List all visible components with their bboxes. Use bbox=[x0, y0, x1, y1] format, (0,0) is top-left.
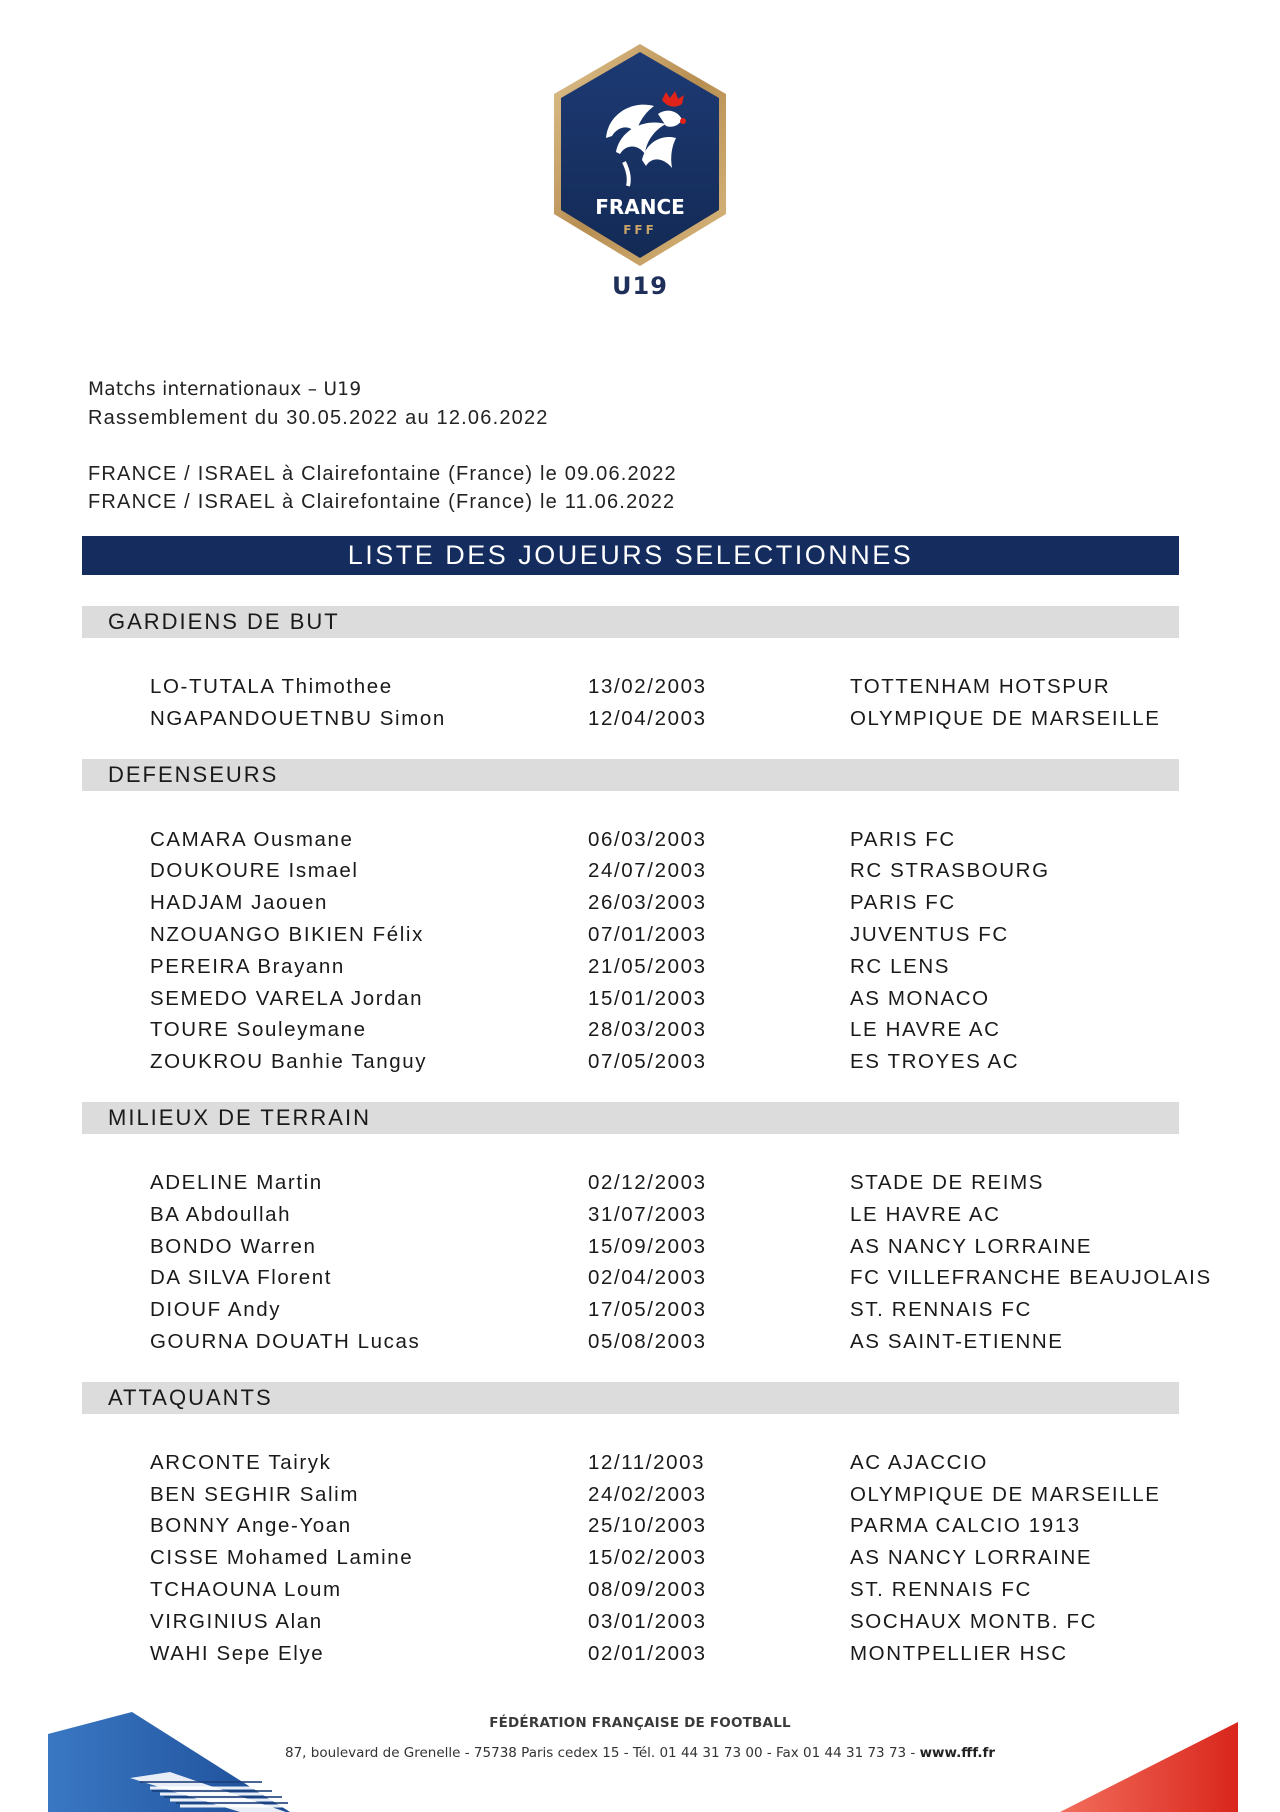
player-name: BONNY Ange-Yoan bbox=[150, 1514, 352, 1538]
player-club: AC AJACCIO bbox=[850, 1450, 988, 1474]
player-birthdate: 02/12/2003 bbox=[588, 1170, 707, 1194]
player-club: AS SAINT-ETIENNE bbox=[850, 1329, 1064, 1353]
match-line: FRANCE / ISRAEL à Clairefontaine (France) le 11.06.2022 bbox=[88, 491, 676, 513]
player-row bbox=[82, 1014, 1179, 1046]
player-name: GOURNA DOUATH Lucas bbox=[150, 1329, 421, 1353]
player-row bbox=[82, 983, 1179, 1015]
address-text: 87, boulevard de Grenelle - 75738 Paris cedex 15 - Tél. 01 44 31 73 00 - Fax 01 44 31 73 73 - bbox=[284, 1745, 920, 1761]
player-row bbox=[82, 1326, 1179, 1358]
player-club: ES TROYES AC bbox=[850, 1050, 1020, 1074]
player-name: BA Abdoullah bbox=[150, 1202, 292, 1226]
player-name: NZOUANGO BIKIEN Félix bbox=[150, 922, 424, 946]
player-birthdate: 07/01/2003 bbox=[588, 922, 707, 946]
player-row bbox=[82, 1046, 1179, 1078]
player-club: PARMA CALCIO 1913 bbox=[850, 1514, 1081, 1538]
player-list bbox=[82, 1134, 1212, 1382]
player-club: PARIS FC bbox=[850, 827, 956, 851]
player-birthdate: 07/05/2003 bbox=[588, 1050, 707, 1074]
player-name: TCHAOUNA Loum bbox=[150, 1577, 342, 1601]
player-sections bbox=[82, 606, 1212, 1693]
logo-country: FRANCE bbox=[595, 195, 685, 219]
website-link[interactable]: www.fff.fr bbox=[919, 1745, 995, 1761]
player-name: BEN SEGHIR Salim bbox=[150, 1482, 359, 1506]
section-title: ATTAQUANTS bbox=[82, 1382, 1179, 1414]
player-row bbox=[82, 1262, 1212, 1294]
player-birthdate: 03/01/2003 bbox=[588, 1609, 707, 1633]
player-club: ST. RENNAIS FC bbox=[850, 1298, 1032, 1322]
player-club: SOCHAUX MONTB. FC bbox=[850, 1609, 1098, 1633]
player-row bbox=[82, 1542, 1179, 1574]
player-name: NGAPANDOUETNBU Simon bbox=[150, 706, 446, 730]
section-title: DEFENSEURS bbox=[82, 759, 1179, 791]
intro-line-2: Rassemblement du 30.05.2022 au 12.06.2022 bbox=[88, 407, 549, 429]
intro-block bbox=[88, 376, 549, 432]
player-row bbox=[82, 1510, 1179, 1542]
player-club: STADE DE REIMS bbox=[850, 1170, 1045, 1194]
player-club: RC LENS bbox=[850, 954, 951, 978]
player-birthdate: 17/05/2003 bbox=[588, 1298, 707, 1322]
player-birthdate: 08/09/2003 bbox=[588, 1577, 707, 1601]
player-club: LE HAVRE AC bbox=[850, 1018, 1001, 1042]
player-birthdate: 25/10/2003 bbox=[588, 1514, 707, 1538]
player-birthdate: 02/04/2003 bbox=[588, 1266, 707, 1290]
section-gardiens-de-but bbox=[82, 606, 1179, 759]
player-name: ARCONTE Tairyk bbox=[150, 1450, 332, 1474]
intro-line-1: Matchs internationaux – U19 bbox=[88, 379, 362, 400]
player-row bbox=[82, 1199, 1179, 1231]
player-name: LO-TUTALA Thimothee bbox=[150, 675, 393, 698]
player-birthdate: 26/03/2003 bbox=[588, 891, 707, 915]
player-club: LE HAVRE AC bbox=[850, 1202, 1001, 1226]
player-birthdate: 06/03/2003 bbox=[588, 827, 707, 851]
fff-logo bbox=[550, 42, 730, 268]
player-row bbox=[82, 703, 1179, 735]
player-name: DA SILVA Florent bbox=[150, 1266, 333, 1290]
player-birthdate: 15/09/2003 bbox=[588, 1234, 707, 1258]
player-row bbox=[82, 887, 1179, 919]
section-title: GARDIENS DE BUT bbox=[82, 606, 1179, 638]
player-name: HADJAM Jaouen bbox=[150, 891, 329, 915]
player-name: WAHI Sepe Elye bbox=[150, 1641, 325, 1665]
player-row bbox=[82, 1447, 1179, 1479]
player-birthdate: 21/05/2003 bbox=[588, 954, 707, 978]
player-row bbox=[82, 1167, 1179, 1199]
logo-federation: FFF bbox=[623, 223, 657, 237]
player-name: ZOUKROU Banhie Tanguy bbox=[150, 1050, 428, 1074]
player-name: BONDO Warren bbox=[150, 1234, 317, 1258]
player-name: SEMEDO VARELA Jordan bbox=[150, 986, 424, 1010]
matches-block bbox=[88, 460, 677, 516]
player-name: VIRGINIUS Alan bbox=[150, 1609, 323, 1633]
section-defenseurs bbox=[82, 759, 1179, 1102]
player-club: JUVENTUS FC bbox=[850, 922, 1009, 946]
player-row bbox=[82, 1638, 1179, 1670]
match-line: FRANCE / ISRAEL à Clairefontaine (France) le 09.06.2022 bbox=[88, 463, 677, 485]
player-birthdate: 05/08/2003 bbox=[588, 1329, 707, 1353]
player-list bbox=[82, 638, 1179, 759]
player-club: AS NANCY LORRAINE bbox=[850, 1234, 1093, 1258]
section-attaquants bbox=[82, 1382, 1179, 1694]
player-birthdate: 02/01/2003 bbox=[588, 1641, 707, 1665]
player-name: TOURE Souleymane bbox=[150, 1018, 367, 1042]
section-title: MILIEUX DE TERRAIN bbox=[82, 1102, 1179, 1134]
player-row bbox=[82, 1231, 1179, 1263]
player-name: PEREIRA Brayann bbox=[150, 954, 345, 978]
player-club: FC VILLEFRANCHE BEAUJOLAIS bbox=[850, 1266, 1212, 1290]
player-club: TOTTENHAM HOTSPUR bbox=[850, 675, 1111, 698]
player-birthdate: 28/03/2003 bbox=[588, 1018, 707, 1042]
player-row bbox=[82, 1479, 1179, 1511]
player-name: CAMARA Ousmane bbox=[150, 827, 354, 851]
player-list bbox=[82, 791, 1179, 1102]
federation-address bbox=[0, 1745, 1280, 1761]
player-row bbox=[82, 824, 1179, 856]
player-birthdate: 15/01/2003 bbox=[588, 986, 707, 1010]
fff-crest-icon bbox=[550, 42, 730, 268]
player-name: DOUKOURE Ismael bbox=[150, 859, 359, 883]
player-club: AS MONACO bbox=[850, 986, 990, 1010]
player-club: PARIS FC bbox=[850, 891, 956, 915]
player-birthdate: 12/11/2003 bbox=[588, 1450, 706, 1474]
player-birthdate: 31/07/2003 bbox=[588, 1202, 707, 1226]
player-row bbox=[82, 919, 1179, 951]
player-birthdate: 12/04/2003 bbox=[588, 706, 707, 730]
player-club: MONTPELLIER HSC bbox=[850, 1641, 1068, 1665]
section-milieux-de-terrain bbox=[82, 1102, 1212, 1382]
player-birthdate: 24/07/2003 bbox=[588, 859, 707, 883]
player-club: OLYMPIQUE DE MARSEILLE bbox=[850, 1482, 1161, 1506]
federation-name: FÉDÉRATION FRANÇAISE DE FOOTBALL bbox=[489, 1715, 791, 1731]
player-name: CISSE Mohamed Lamine bbox=[150, 1546, 414, 1570]
player-row bbox=[82, 855, 1179, 887]
player-row bbox=[82, 671, 1179, 703]
player-birthdate: 15/02/2003 bbox=[588, 1546, 707, 1570]
team-label: U19 bbox=[612, 272, 668, 300]
player-row bbox=[82, 1574, 1179, 1606]
player-birthdate: 13/02/2003 bbox=[588, 675, 707, 698]
player-birthdate: 24/02/2003 bbox=[588, 1482, 707, 1506]
player-row bbox=[82, 951, 1179, 983]
player-name: DIOUF Andy bbox=[150, 1298, 282, 1322]
player-club: RC STRASBOURG bbox=[850, 859, 1050, 883]
player-list bbox=[82, 1414, 1179, 1694]
player-row bbox=[82, 1294, 1179, 1326]
player-name: ADELINE Martin bbox=[150, 1170, 323, 1194]
player-club: AS NANCY LORRAINE bbox=[850, 1546, 1093, 1570]
player-club: OLYMPIQUE DE MARSEILLE bbox=[850, 706, 1161, 730]
player-row bbox=[82, 1606, 1179, 1638]
list-banner: LISTE DES JOUEURS SELECTIONNES bbox=[82, 536, 1179, 575]
player-club: ST. RENNAIS FC bbox=[850, 1577, 1032, 1601]
